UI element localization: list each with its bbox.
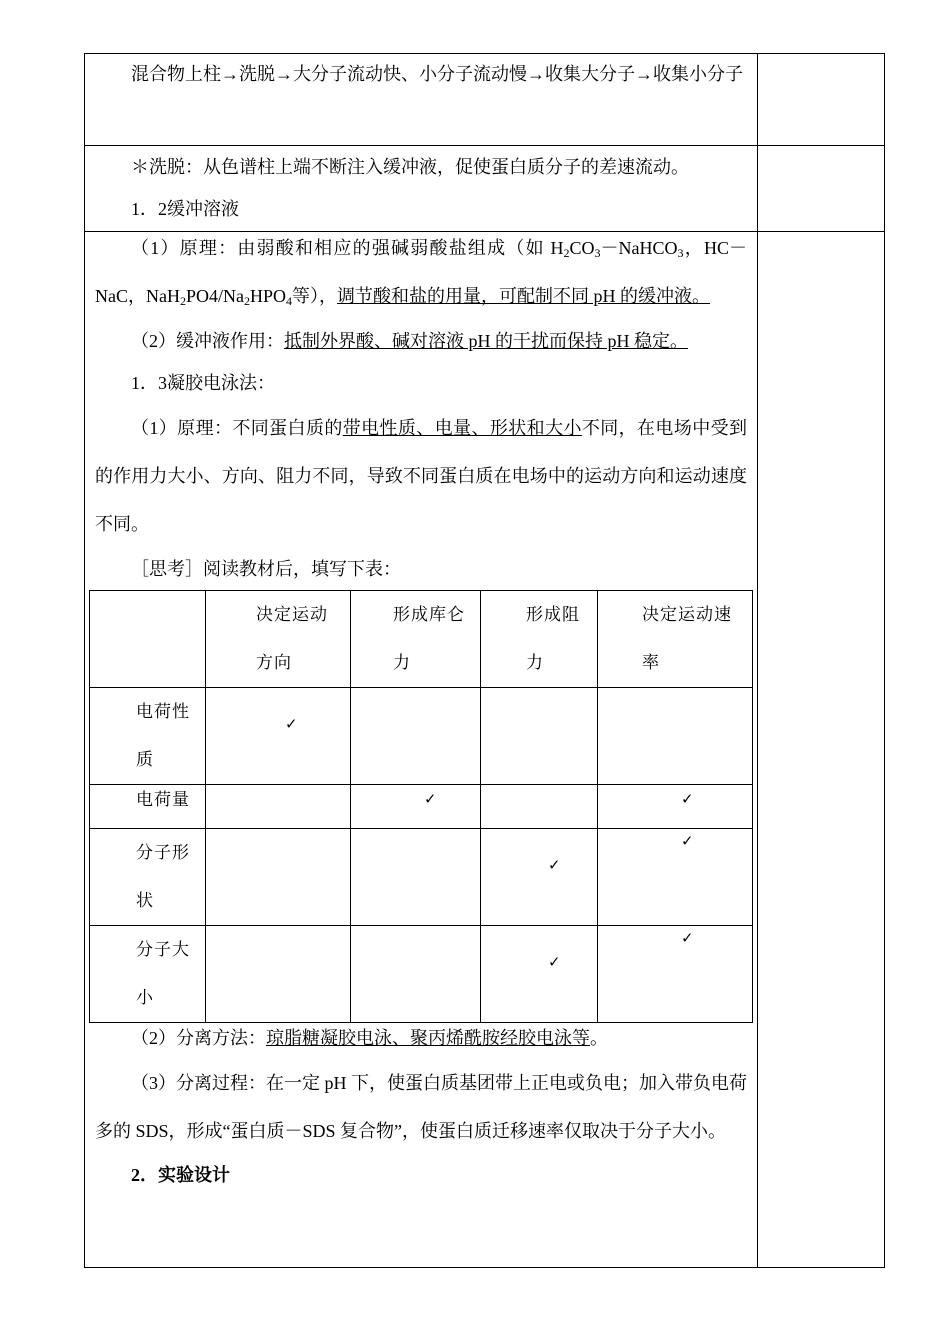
table-row [90, 785, 753, 829]
header-coulomb: 形成库仑力 [351, 591, 481, 688]
header-blank [90, 591, 206, 688]
row-label: 分子形状 [90, 829, 206, 926]
buffer-function: （2）缓冲液作用：抵制外界酸、碱对溶液 pH 的干扰而保持 pH 稳定。 [131, 331, 688, 351]
table-row [90, 829, 753, 926]
header-direction: 决定运动方向 [206, 591, 351, 688]
factor-table [89, 590, 753, 1023]
gel-principle: （1）原理：不同蛋白质的带电性质、电量、形状和大小不同，在电场中受到的作用力大小、方向、阻力不同，导致不同蛋白质在电场中的运动方向和运动速度不同。 [95, 418, 748, 534]
buffer-principle: （1）原理：由弱酸和相应的强碱弱酸盐组成（如 $H_2CO_3-NaHCO_3$，HC－NaC，$NaH_2PO4/Na_2HPO_4$等），调节酸和盐的用量，可配制不同 pH 的缓冲液。 [95, 238, 747, 308]
check-mark: ✓ [549, 952, 561, 972]
row1-side-cell [758, 54, 885, 146]
check-mark: ✓ [682, 928, 694, 948]
check-mark: ✓ [425, 789, 437, 809]
procedure-text: 混合物上柱→洗脱→大分子流动快、小分子流动慢→收集大分子→收集小分子 [131, 64, 743, 84]
check-mark: ✓ [682, 789, 694, 809]
check-mark: ✓ [549, 855, 561, 875]
heading-gel: 1．3凝胶电泳法： [131, 373, 275, 393]
check-mark: ✓ [286, 714, 298, 734]
row3-side-cell [758, 232, 885, 1268]
row-label: 电荷量 [90, 785, 206, 829]
separation-process: （3）分离过程：在一定 pH 下，使蛋白质基团带上正电或负电；加入带负电荷多的 SDS，形成“蛋白质－SDS 复合物”，使蛋白质迁移速率仅取决于分子大小。 [95, 1073, 747, 1141]
table-row [90, 926, 753, 1023]
row-label: 电荷性质 [90, 688, 206, 785]
row2-side-cell [758, 146, 885, 232]
table-row [90, 688, 753, 785]
heading-design: 2．实验设计 [131, 1165, 230, 1185]
header-resistance: 形成阻力 [481, 591, 598, 688]
heading-buffer: 1．2缓冲溶液 [131, 199, 239, 219]
row2-main-cell [85, 146, 758, 232]
elution-note: ＊洗脱：从色谱柱上端不断注入缓冲液，促使蛋白质分子的差速流动。 [131, 157, 689, 177]
row3-main-cell [85, 232, 758, 1268]
row1-main-cell [85, 54, 758, 146]
check-mark: ✓ [682, 831, 694, 851]
think-prompt: ［思考］阅读教材后，填写下表： [131, 559, 401, 579]
row-label: 分子大小 [90, 926, 206, 1023]
header-rate: 决定运动速率 [598, 591, 753, 688]
lesson-table [84, 53, 885, 1268]
separation-method: （2）分离方法：琼脂糖凝胶电泳、聚丙烯酰胺经胶电泳等。 [131, 1028, 608, 1048]
